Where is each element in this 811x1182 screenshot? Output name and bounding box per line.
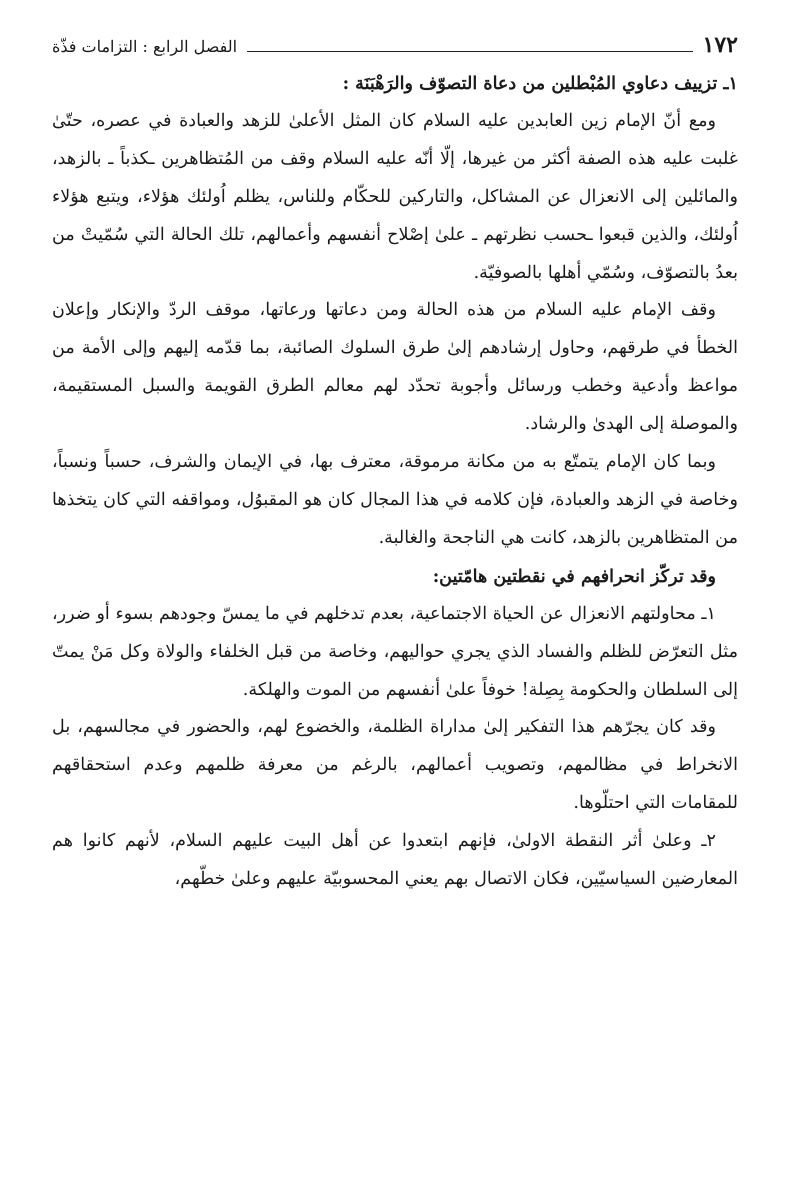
paragraph-1: ومع أنّ الإمام زين العابدين عليه السلام كان المثل الأعلىٰ للزهد والعبادة في عصره، حتّىٰ غلبت عليه هذه الصفة أكثر من غيرها، إلّا أنّه عليه السلام وقف من المُتظاهرين ـكذباً ـ بالزهد، والمائلين إلى الانعزال عن المشاكل، والتاركين للحكّام وللناس، يظلم اُولئك هؤلاء، ويتبع هؤلاء اُولئك، والذين قبعوا ـحسب نظرتهم ـ علىٰ إصْلاح أنفسهم وأعمالهم، تلك الحالة التي سُمّيتْ من بعدُ بالتصوّف، وسُمّي أهلها بالصوفيّة. bbox=[52, 110, 738, 283]
running-title: الفصل الرابع : التزامات فذّة bbox=[52, 37, 238, 56]
paragraph-2: وقف الإمام عليه السلام من هذه الحالة ومن دعاتها ورعاتها، موقف الردّ والإنكار وإعلان الخطأ في طرقهم، وحاول إرشادهم إلىٰ طرق السلوك الصائبة، بما قدّمه إليهم وإلى الأمة من مواعظ وأدعية وخطب ورسائل وأجوبة تحدّد لهم معالم الطرق القويمة والسبل المستقيمة، والموصلة إلى الهدىٰ والرشاد. bbox=[52, 300, 738, 435]
section-heading: ١ـ تزييف دعاوي المُبْطلين من دعاة التصوّف والرَهْبَنَة : bbox=[342, 73, 738, 94]
sub-heading: وقد تركّز انحرافهم في نقطتين هامّتين: bbox=[432, 565, 716, 587]
page-header bbox=[52, 32, 738, 62]
page bbox=[52, 32, 738, 899]
header-rule bbox=[247, 51, 692, 52]
paragraph-6: ٢ـ وعلىٰ أثر النقطة الاولىٰ، فإنهم ابتعدوا عن أهل البيت عليهم السلام، لأنهم كانوا هم المعارضين السياسيّين، فكان الاتصال بهم يعني المحسوبيّة عليهم وعلىٰ خطّهم، bbox=[52, 831, 738, 890]
paragraph-4: ١ـ محاولتهم الانعزال عن الحياة الاجتماعية، بعدم تدخلهم في ما يمسّ وجودهم بسوء أو ضرر، مثل التعرّض للظلم والفساد الذي يجري حواليهم، وخاصة من قبل الخلفاء والولاة وكل مَنْ يمتّ إلى السلطان والحكومة بِصِلة! خوفاً علىٰ أنفسهم من الموت والهلكة. bbox=[52, 603, 738, 700]
page-body bbox=[52, 65, 738, 899]
paragraph-5: وقد كان يجرّهم هذا التفكير إلىٰ مداراة الظلمة، والخضوع لهم، والحضور في مجالسهم، بل الانخراط في مظالمهم، وتصويب أعمالهم، بالرغم من معرفة ظلمهم وعدم استحقاقهم للمقامات التي احتلّوها. bbox=[52, 717, 738, 814]
paragraph-3: وبما كان الإمام يتمتّع به من مكانة مرموقة، معترف بها، في الإيمان والشرف، حسباً ونسباً، وخاصة في الزهد والعبادة، فإن كلامه في هذا المجال كان هو المقبوُل، ومواقفه التي كان يتخذها من المتظاهرين بالزهد، كانت هي الناجحة والغالبة. bbox=[52, 452, 738, 548]
page-number: ١٧٢ bbox=[702, 32, 738, 58]
